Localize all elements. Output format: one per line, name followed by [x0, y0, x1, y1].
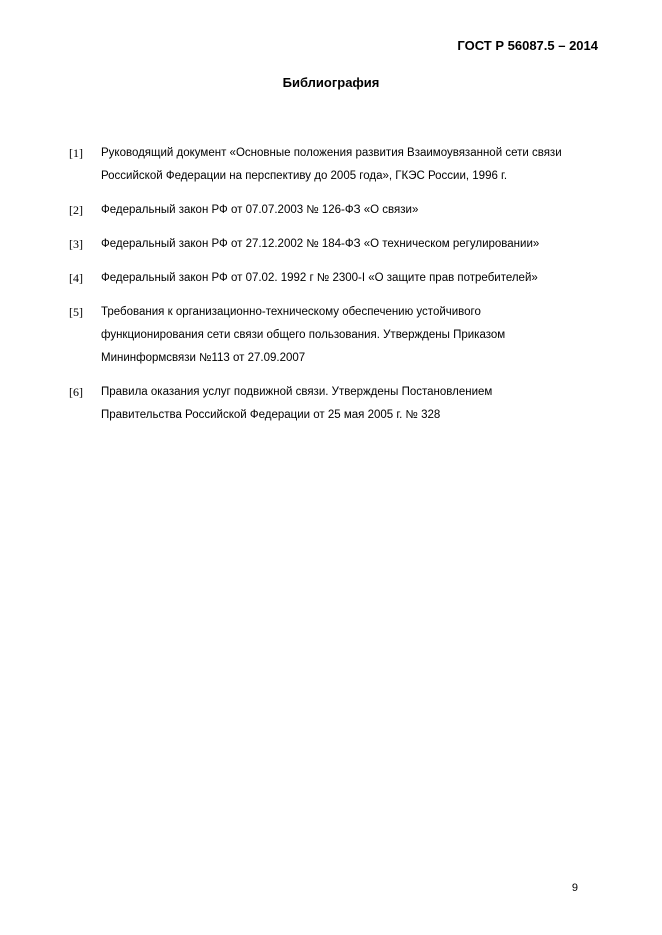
- bibliography-item: [69, 199, 609, 222]
- reference-text: Правила оказания услуг подвижной связи. Утверждены Постановлением Правительства Российской Федерации от 25 мая 2005 г. № 328: [101, 386, 493, 421]
- bibliography-list: [69, 142, 609, 438]
- reference-text: Федеральный закон РФ от 07.07.2003 № 126-ФЗ «О связи»: [101, 204, 419, 216]
- bibliography-item: [69, 142, 609, 188]
- page-number: 9: [571, 882, 578, 894]
- reference-number: [5]: [69, 305, 83, 319]
- reference-text: Требования к организационно-техническому обеспечению устойчивого функционирования сети связи общего пользования. Утверждены Приказом Мининформсвязи №113 от 27.09.2007: [101, 306, 506, 364]
- reference-text: Руководящий документ «Основные положения развития Взаимоувязанной сети связи Российской Федерации на перспективу до 2005 года», ГКЭС России, 1996 г.: [101, 147, 562, 182]
- document-code: ГОСТ Р 56087.5 – 2014: [457, 38, 598, 53]
- bibliography-item: [69, 267, 609, 290]
- reference-number: [2]: [69, 203, 83, 217]
- bibliography-item: [69, 233, 609, 256]
- bibliography-item: [69, 301, 609, 370]
- reference-number: [4]: [69, 271, 83, 285]
- reference-number: [1]: [69, 146, 83, 160]
- reference-text: Федеральный закон РФ от 27.12.2002 № 184-ФЗ «О техническом регулировании»: [101, 238, 540, 250]
- reference-number: [3]: [69, 237, 83, 251]
- bibliography-item: [69, 381, 609, 427]
- reference-text: Федеральный закон РФ от 07.02. 1992 г № 2300-I «О защите прав потребителей»: [101, 272, 538, 284]
- page-title: Библиография: [282, 75, 380, 90]
- reference-number: [6]: [69, 385, 83, 399]
